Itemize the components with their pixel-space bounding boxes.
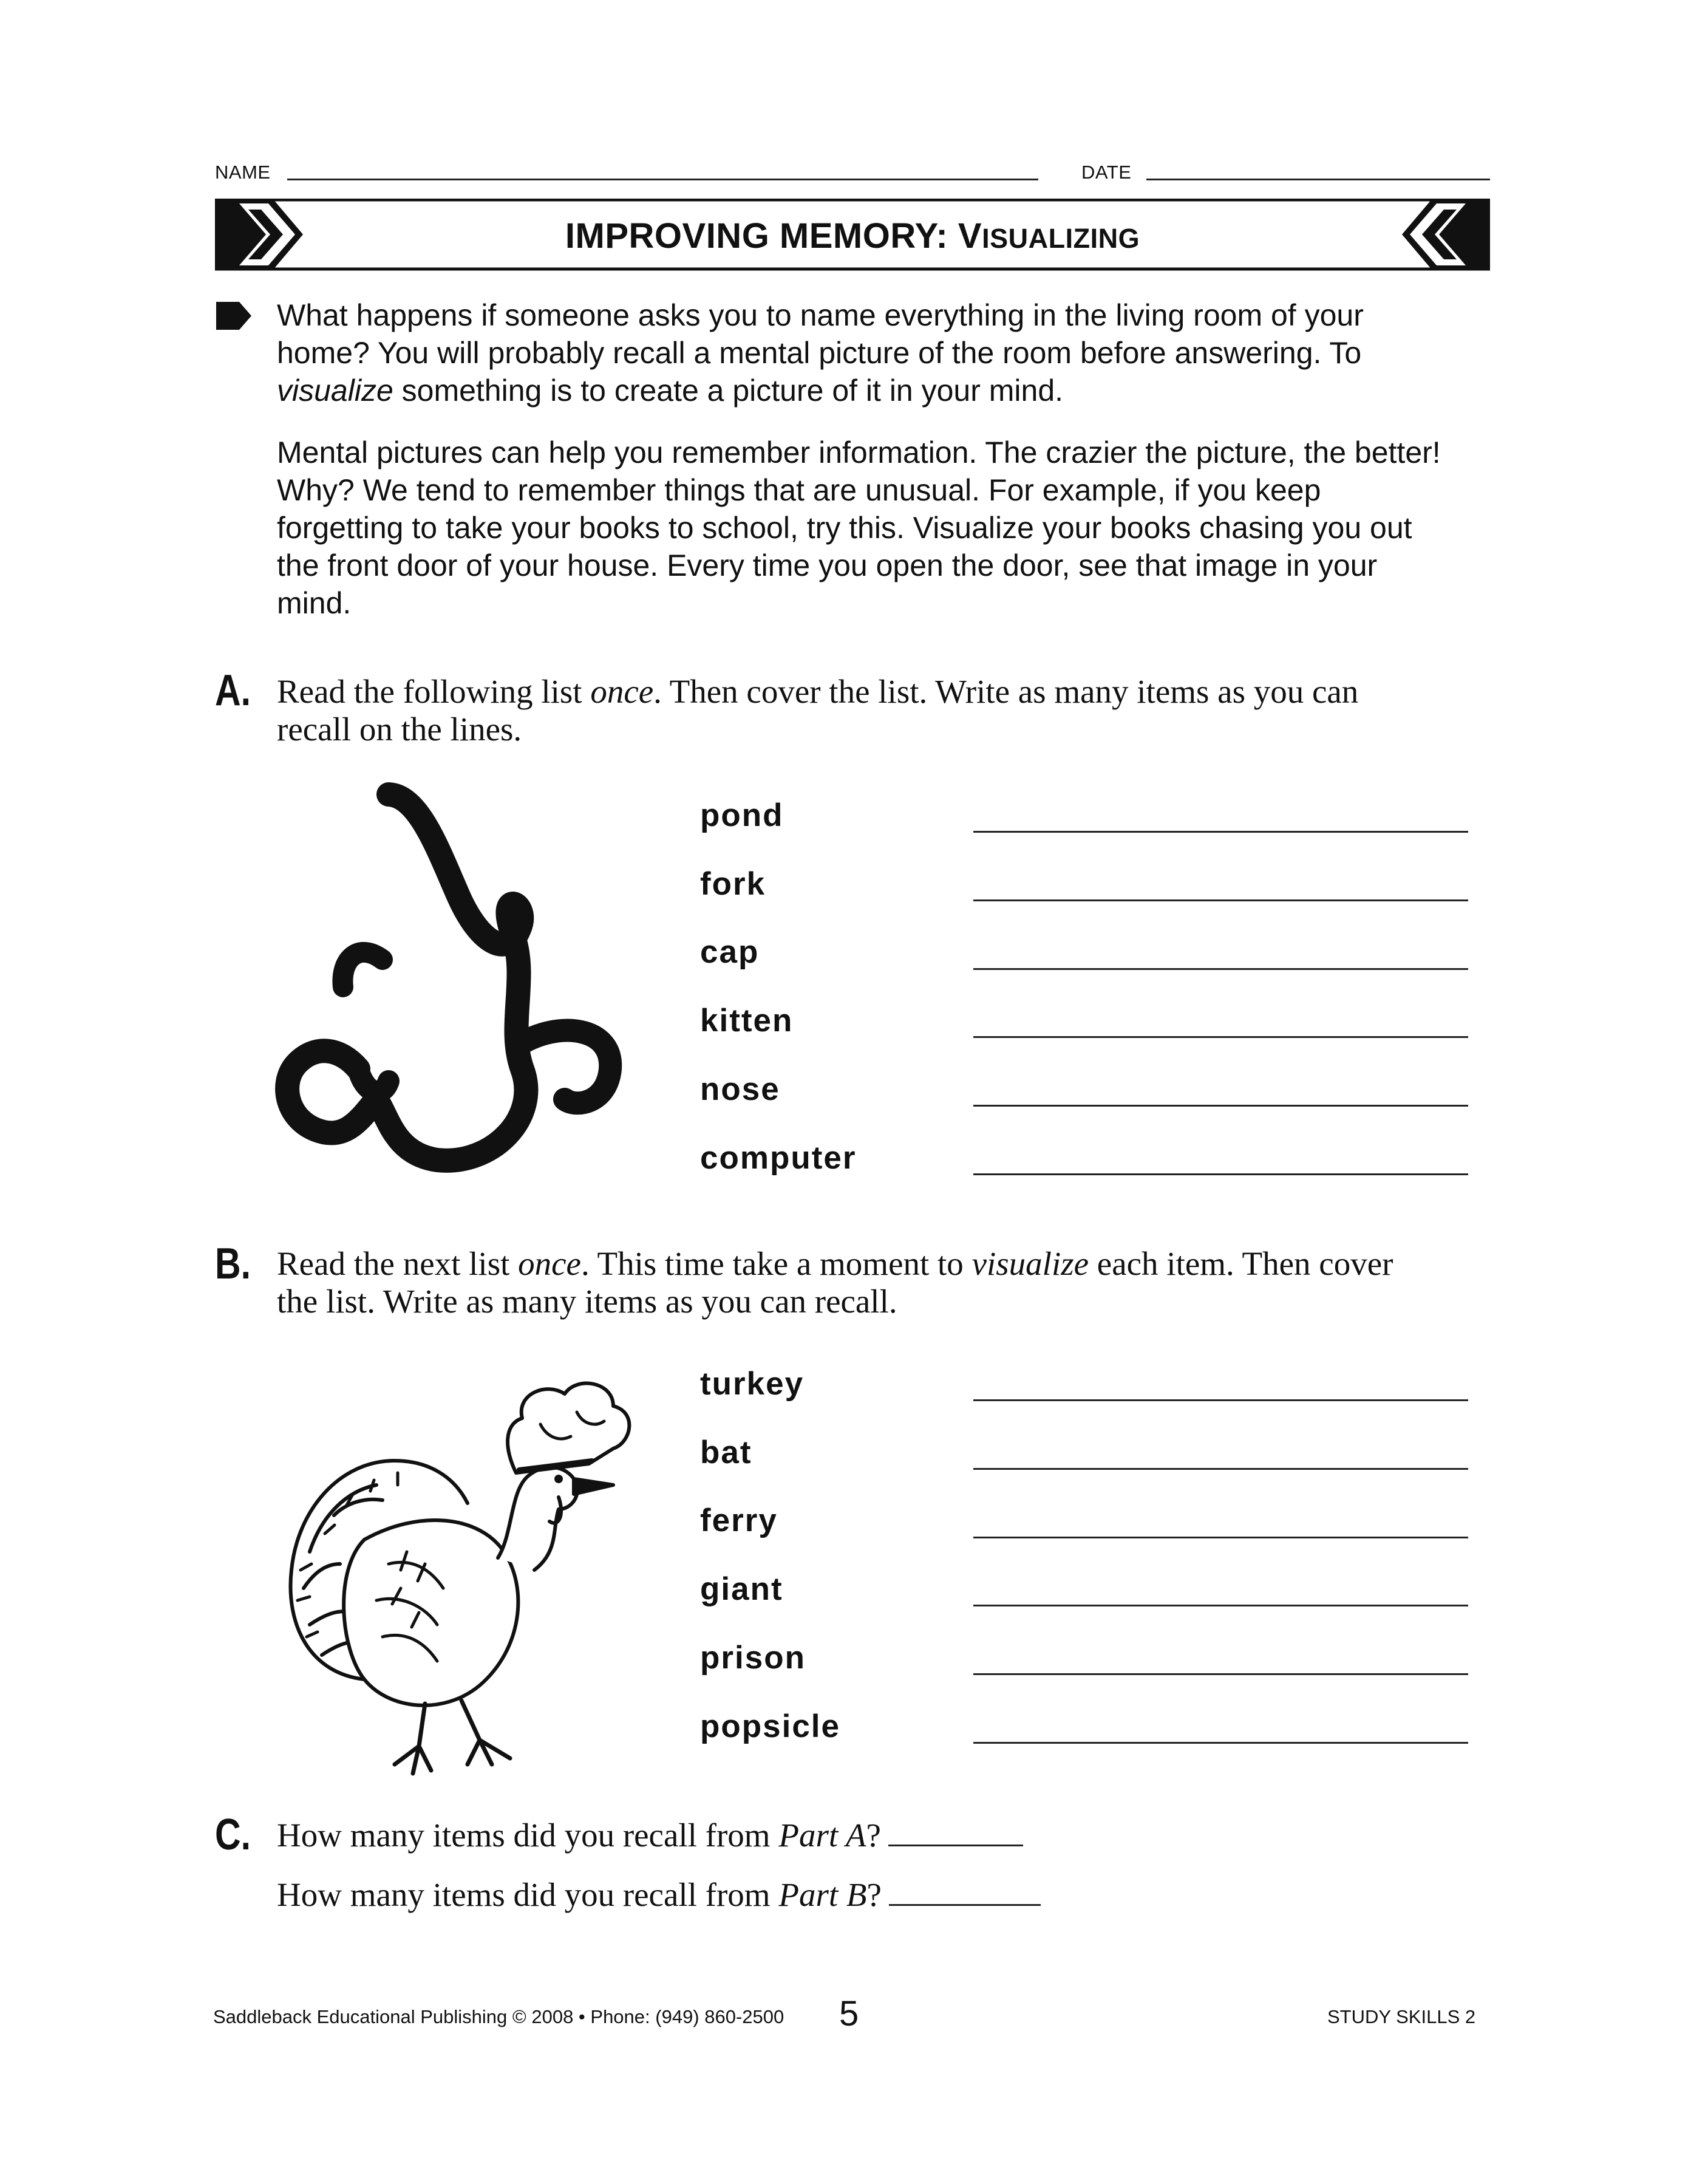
intro-p1-b: something is to create a picture of it in your mind. (393, 374, 1064, 408)
section-a-text-em: once (590, 673, 654, 710)
title-main: IMPROVING MEMORY: (565, 216, 948, 256)
intro-paragraph-2: Mental pictures can help you remember information. The crazier the picture, the better! Why? We tend to remember things that are unusual. For example, if you keep forgetting to take your books to school, try this. Visualize your books chasing you out the front door of your house. Every time you open the door, see that image in your mind. (277, 435, 1441, 620)
part-b-count-field[interactable] (889, 1904, 1041, 1906)
list-item: computer (700, 1140, 857, 1176)
question-b-text: How many items did you recall from (277, 1876, 779, 1913)
question-part-a (277, 1816, 1023, 1854)
title-sub-rest: ISUALIZING (982, 223, 1140, 254)
answer-line[interactable] (973, 831, 1468, 833)
answer-line[interactable] (973, 968, 1468, 970)
date-label: DATE (1081, 162, 1132, 183)
arrow-bullet-icon (216, 302, 253, 333)
name-label: NAME (215, 162, 271, 183)
list-item: cap (700, 934, 760, 970)
answer-line[interactable] (973, 899, 1468, 901)
answer-line[interactable] (973, 1468, 1468, 1470)
intro-p1-em: visualize (277, 374, 393, 408)
footer-series: STUDY SKILLS 2 (1327, 2006, 1476, 2027)
answer-line[interactable] (973, 1173, 1468, 1175)
title-banner (215, 199, 1490, 271)
list-item: nose (700, 1071, 780, 1107)
section-b-text-c: each item. Then cover the list. Write as many items as you can recall. (277, 1245, 1393, 1320)
section-b-text-a: Read the next list (277, 1245, 519, 1282)
answer-line[interactable] (973, 1605, 1468, 1606)
list-item: popsicle (700, 1708, 841, 1744)
intro-p1-a: What happens if someone asks you to name everything in the living room of your home? You will probably recall a mental picture of the room before answering. To (277, 298, 1364, 370)
answer-line[interactable] (973, 1742, 1468, 1744)
answer-line[interactable] (973, 1399, 1468, 1401)
list-item: turkey (700, 1366, 805, 1402)
answer-line[interactable] (973, 1036, 1468, 1038)
section-b-letter: B. (215, 1240, 251, 1288)
question-b-mark: ? (866, 1876, 882, 1913)
question-a-text: How many items did you recall from (277, 1817, 779, 1854)
list-item: bat (700, 1435, 752, 1470)
page-title (215, 216, 1490, 256)
list-item: pond (700, 797, 784, 833)
answer-line[interactable] (973, 1537, 1468, 1538)
section-c-letter: C. (215, 1811, 251, 1859)
question-b-em: Part B (778, 1876, 867, 1913)
list-item: giant (700, 1571, 783, 1607)
list-item: prison (700, 1640, 806, 1676)
name-field[interactable] (287, 179, 1038, 180)
nose-doodle-icon (273, 777, 650, 1181)
date-field[interactable] (1146, 179, 1490, 180)
title-sub-first: V (958, 216, 982, 256)
section-b-text-em2: visualize (971, 1245, 1089, 1282)
intro-paragraph-1 (277, 296, 1455, 409)
list-item: fork (700, 866, 766, 902)
section-b-text-b: . This time take a moment to (580, 1245, 972, 1282)
list-item: ferry (700, 1503, 778, 1538)
turkey-chef-icon (273, 1370, 638, 1786)
section-b-text-em1: once (518, 1245, 581, 1282)
page-number: 5 (839, 1994, 859, 2033)
answer-line[interactable] (973, 1105, 1468, 1107)
section-a-text-a: Read the following list (277, 673, 591, 710)
question-a-em: Part A (778, 1817, 866, 1854)
section-a-text-b: . Then cover the list. Write as many items as you can recall on the lines. (277, 673, 1359, 748)
answer-line[interactable] (973, 1673, 1468, 1675)
question-part-b (277, 1876, 1041, 1914)
section-b-instructions (277, 1245, 1431, 1320)
footer-publisher: Saddleback Educational Publishing © 2008 • Phone: (949) 860-2500 (213, 2006, 784, 2027)
list-item: kitten (700, 1003, 794, 1039)
section-a-letter: A. (215, 666, 251, 715)
question-a-mark: ? (866, 1817, 881, 1854)
part-a-count-field[interactable] (888, 1845, 1023, 1846)
section-a-instructions (277, 673, 1431, 748)
